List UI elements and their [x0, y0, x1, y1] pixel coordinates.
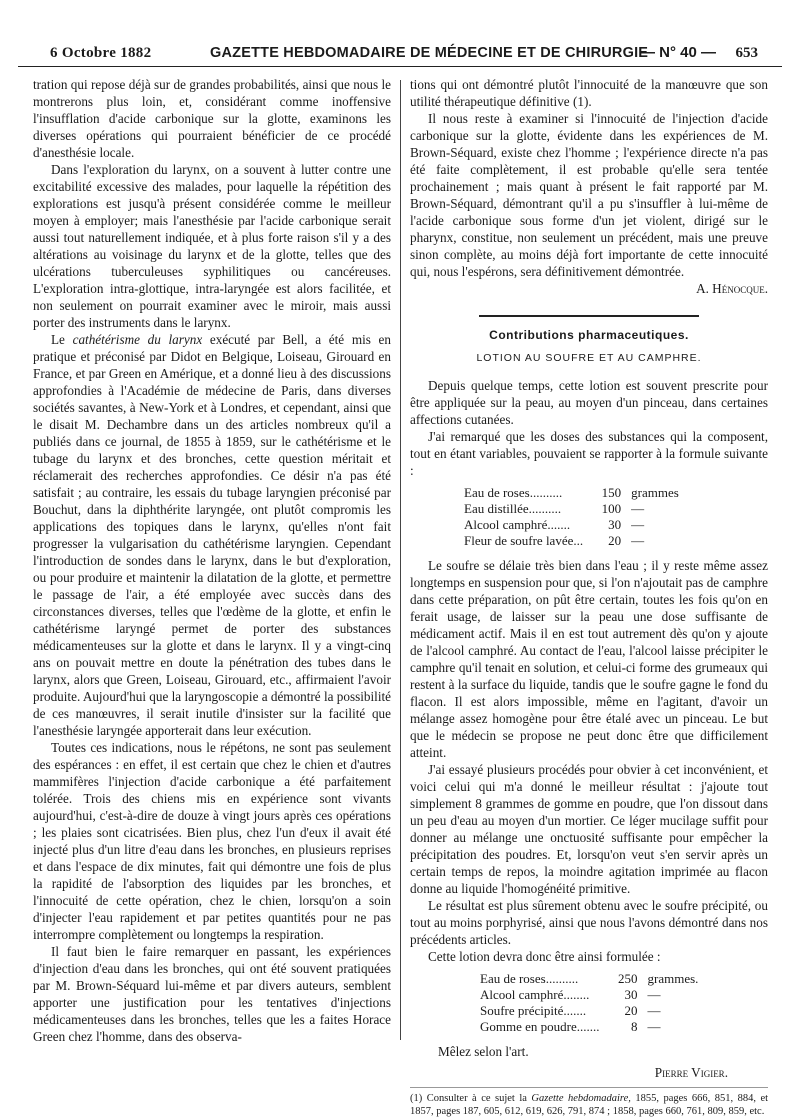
- paragraph: Cette lotion devra donc être ainsi formulée :: [428, 949, 661, 964]
- paragraph: Le soufre se délaie très bien dans l'eau ; il y reste même assez longtemps en suspension pour que, si l'on n'ajoutait pas de camphre dans cette préparation, on pût être certain, toutes les fois qu'on en ferait usage, de laisser sur la peau une dose suffisante de médicament actif. Mais il en est tout autrement dès qu'on y ajoute de l'alcool camphré. Au contact de l'eau, l'alcool laisse précipiter le camphre qu'il tenait en solution, et celui-ci forme des grumeaux qui restent à la surface du liquide, tandis que le soufre gagne le fond du flacon. Il est alors impossible, même en l'agitant, d'avoir un mélange assez homogène pour être étalé avec un pinceau. Le but que le médecin se propose ne peut donc être que difficilement atteint.: [410, 558, 768, 760]
- ingredient-unit: —: [631, 517, 645, 532]
- formula-row: [464, 485, 683, 501]
- running-header: [18, 40, 782, 67]
- ingredient-qty: 20: [608, 533, 622, 548]
- footnote-lead: (1) Consulter à ce sujet la: [410, 1093, 527, 1104]
- ingredient-qty: 30: [624, 987, 638, 1002]
- formula-row: [464, 517, 683, 533]
- footnote: [410, 1087, 768, 1118]
- footnote-text: 1855, pages 666, 851, 884, et 1857, pages 187, 605, 612, 619, 626, 791, 874 ; 1858, pages 660, 761, 809, 859, etc.: [410, 1093, 769, 1117]
- formula-table: [464, 485, 683, 549]
- paragraph-text: exécuté par Bell, a été mis en pratique et préconisé par Didot en Belgique, Loiseau, Girouard en France, et par Green en Amérique, et a donné lieu à des discussions approfondies à l'Académie de médecine de Paris, dans diverses sociétés savantes, à New-York et à Londres, et cependant, ainsi que le disait M. Dechambre dans un des articles nombreux qu'il a publiés dans ce journal, de 1855 à 1859, sur le cathétérisme et le tubage du larynx et des bronches, cette question méritait et réclamerait des recherches approfondies. Ce désir n'a pas été satisfait ; au contraire, les essais du tubage laryngien préconisé par Bouchut, dans la diphthérite laryngée, ont plutôt compromis les applications des topiques dans le larynx, qu'elles n'ont fait progresser la vulgarisation du cathétérisme laryngien. Cependant l'introduction de sondes dans le larynx, dans le but d'exploration, ou pour produire et maintenir la dilatation de la glotte, et permettre le passage de l'air, a été employée avec succès dans des circonstances diverses, telles que l'œdème de la glotte, et enfin le cathétérisme laryngé permet de porter des substances médicamenteuses sur la glotte et dans le larynx. Il y a vingt-cinq ans on pouvait mettre en doute la pénétration des tubes dans le larynx, alors que Green, Loiseau, Girouard, etc., affirmaient l'avoir produite. Aujourd'hui que la laryngoscopie a démontré la possibilité de ces manœuvres, il serait inutile d'insister sur la facilité que l'anesthésie laryngée apporterait dans leur exécution.: [33, 332, 391, 738]
- paragraph: J'ai essayé plusieurs procédés pour obvier à cet inconvénient, et voici celui qui m'a donné le meilleur résultat : j'ajoute tout simplement 8 grammes de gomme en poudre, que l'on dissout dans un peu d'eau au moyen d'un mortier. Ce léger mucilage suffit pour donner au mélange une onctuosité suffisante pour empêcher la précipitation des poudres. Et, lorsqu'on veut s'en servir après un certain temps de repos, la moindre agitation imprimée au flacon donne au liquide l'homogénéité primitive.: [410, 762, 768, 896]
- ingredient-unit: grammes: [631, 485, 679, 500]
- ingredient-name: Gomme en poudre.......: [480, 1019, 600, 1034]
- ingredient-unit: —: [647, 1019, 661, 1034]
- ingredient-unit: grammes.: [647, 971, 699, 986]
- author-signature: A. Hénocque.: [696, 281, 768, 296]
- paragraph: J'ai remarqué que les doses des substances qui la composent, tout en étant variables, pouvaient se rapporter à la formule suivante :: [410, 429, 768, 478]
- ingredient-name: Soufre précipité.......: [480, 1003, 587, 1018]
- paragraph-lead: Le: [51, 332, 65, 347]
- page-number: 653: [735, 45, 758, 61]
- ingredient-name: Fleur de soufre lavée...: [464, 533, 584, 548]
- italic-term: cathétérisme du larynx: [72, 332, 203, 347]
- formula-row: [464, 501, 683, 517]
- ingredient-unit: —: [647, 987, 661, 1002]
- paragraph: Depuis quelque temps, cette lotion est souvent prescrite pour être appliquée sur la peau, au moyen d'un pinceau, dans certaines affections cutanées.: [410, 378, 768, 427]
- issue-number: — N° 40 —: [640, 44, 717, 61]
- ingredient-name: Alcool camphré........: [480, 987, 590, 1002]
- formula-table: [480, 971, 702, 1035]
- ingredient-unit: —: [647, 1003, 661, 1018]
- ingredient-qty: 20: [624, 1003, 638, 1018]
- paragraph: Dans l'exploration du larynx, on a souvent à lutter contre une excitabilité excessive des malades, pour laquelle la répétition des explorations est jusqu'à présent considérée comme le meilleur moyen à employer; mais l'anesthésie par l'acide carbonique serait aussi tout naturellement indiquée, et à plus forte raison s'il y a des altérations au voisinage du larynx et de la glotte, telles que des ulcérations tuberculeuses syphilitiques ou cancéreuses. L'exploration intra-glottique, intra-laryngée est alors facilitée, et non seulement on pourrait examiner avec le miroir, mais aussi porter des instruments dans le larynx.: [33, 162, 391, 330]
- journal-title: GAZETTE HEBDOMADAIRE DE MÉDECINE ET DE CHIRURGIE: [210, 45, 649, 61]
- section-subtitle: LOTION AU SOUFRE ET AU CAMPHRE.: [476, 352, 702, 364]
- paragraph: tration qui repose déjà sur de grandes probabilités, ainsi que nous le montrerons plus loin, et, considérant comme inoffensive l'insufflation d'acide carbonique sur la glotte, examinons les diverses opérations qui pourraient bénéficier de ce procédé d'anesthésie locale.: [33, 77, 391, 160]
- formula-row: [480, 971, 702, 987]
- ingredient-qty: 30: [608, 517, 622, 532]
- section-rule: [479, 315, 699, 317]
- section-title: Contributions pharmaceutiques.: [489, 328, 689, 342]
- paragraph: Il faut bien le faire remarquer en passant, les expériences d'injection d'eau dans les bronches, qui ont été souvent pratiquées par M. Brown-Séquard lui-même et par divers auteurs, semblent apporter une justification pour les tentatives d'injections médicamenteuses dans les bronches, telles que les a faites Horace Green chez l'homme, dans des observa-: [33, 944, 391, 1044]
- issue-date: 6 Octobre 1882: [50, 45, 152, 61]
- ingredient-qty: 100: [601, 501, 622, 516]
- paragraph: tions qui ont démontré plutôt l'innocuité de la manœuvre que son utilité thérapeutique définitive (1).: [410, 77, 768, 109]
- author-signature: Pierre Vigier.: [654, 1065, 728, 1080]
- formula-row: [480, 987, 702, 1003]
- right-column: [410, 76, 768, 1118]
- formula-row: [480, 1019, 702, 1035]
- ingredient-qty: 8: [631, 1019, 638, 1034]
- column-divider: [400, 80, 401, 1040]
- ingredient-name: Eau de roses..........: [480, 971, 579, 986]
- formula-row: [480, 1003, 702, 1019]
- paragraph: Le résultat est plus sûrement obtenu avec le soufre précipité, ou tout au moins porphyrisé, ainsi que nous l'avons démontré dans nos précédents articles.: [410, 898, 768, 947]
- ingredient-name: Alcool camphré.......: [464, 517, 571, 532]
- paragraph: [33, 331, 391, 739]
- ingredient-name: Eau distillée..........: [464, 501, 562, 516]
- paragraph: Il nous reste à examiner si l'innocuité de l'injection d'acide carbonique sur la glotte, évidente dans les expériences de M. Brown-Séquard, existe chez l'homme ; l'expérience directe n'a pas été faite complètement, il est probable qu'elle sera tentée prochainement ; mais quant à présent le fait rapporté par M. Brown-Séquard, démontrant qu'il a pu s'insuffler à lui-même de l'acide carbonique sous forme d'un jet violent, dirigé sur le pharynx, constitue, non seulement un précédent, mais une preuve sinon complète, au moins déjà fort importante de cette innocuité qui, nous l'espérons, sera définitivement démontrée.: [410, 111, 768, 279]
- formula-row: [464, 533, 683, 549]
- ingredient-name: Eau de roses..........: [464, 485, 563, 500]
- ingredient-unit: —: [631, 533, 645, 548]
- ingredient-unit: —: [631, 501, 645, 516]
- footnote-journal: Gazette hebdomadaire,: [531, 1093, 631, 1104]
- ingredient-qty: 150: [601, 485, 622, 500]
- paragraph: Toutes ces indications, nous le répétons, ne sont pas seulement des espérances : en effet, il est certain que chez le chien et d'autres mammifères l'injection d'acide carbonique a été parfaitement tolérée. Trois des chiens mis en expérience sont vivants aujourd'hui, c'est-à-dire de douze à vingt jours après ces opérations ; les plaies sont cicatrisées. Bien plus, chez l'un d'eux il avait été injecté plus d'un litre d'eau dans les bronches, en plusieurs reprises et dans l'espace de dix minutes, fait qui démontre une fois de plus la rapidité de l'absorption des liquides par les bronches, et l'innocuité de cette opération, chez le chien, lorsqu'on a soin d'injecter l'eau rapidement et par petites quantités pour ne pas interrompre complètement ou longtemps la respiration.: [33, 740, 391, 942]
- ingredient-qty: 250: [618, 971, 638, 986]
- instruction-line: Mêlez selon l'art.: [438, 1044, 529, 1059]
- left-column: [33, 76, 391, 1045]
